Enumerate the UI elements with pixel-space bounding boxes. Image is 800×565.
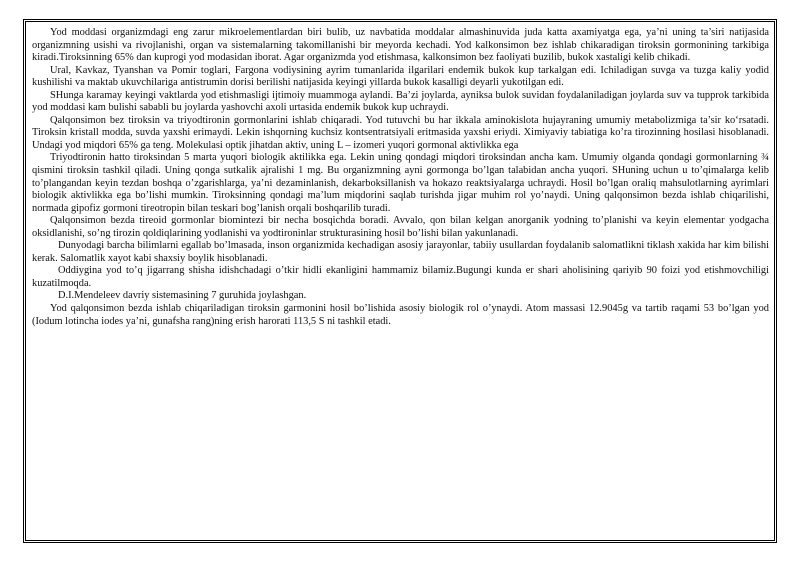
paragraph-iodine-bottle: Oddiygina yod to’q jigarrang shisha idishchadagi o’tkir hidli ekanligini hammamiz bilamiz.Bugungi kunda er shari aholisining qariyib 90 foizi yod etishmovchiligi kuzatilmoqda.: [32, 265, 769, 289]
paragraph-triiodothyronine: Triyodtironin hatto tiroksindan 5 marta yuqori biologik aktilikka ega. Lekin uning qondagi miqdori tiroksindan ancha kam. Umumiy olganda qondagi gormonlarning ¾ qismini tiroksin tashkil qiladi. Uning qonga sutkalik ajralishi 1 mg. Bu organizmning ayni gormonga bo’lgan talabidan ancha yuqori. SHuning uchun u to’qimalarga kelib to’plangandan keyin tezdan boshqa o’zgarishlarga, ya’ni dezaminlanish, dekarboksillanish va hokazo reaktsiyalarga uchraydi. Hosil bo’lgan oraliq mahsulotlarning ayrimlari biologik aktivlikka ega bo’lishi mumkin. Tiroksinning qondagi ma’lum miqdorini saqlab turishda jigar muhim rol yo’naydi. Uning qalqonsimon bezda ishlab chiqarilishi, normada gipofiz gormoni tireotropin bilan teskari bog’lanish orqali boshqarilib turadi.: [32, 152, 769, 214]
paragraph-health-knowledge: Dunyodagi barcha bilimlarni egallab bo’lmasada, inson organizmida kechadigan asosiy jarayonlar, tabiiy usullardan foydalanib salomatlikni tiklash xakida har kim bilishi kerak. Salomatlik xayot kabi shaxsiy boylik hisoblanadi.: [32, 240, 769, 264]
paragraph-atomic-properties: Yod qalqonsimon bezda ishlab chiqariladigan tiroksin garmonini hosil bo’lishida asosiy biologik rol o’ynaydi. Atom massasi 12.9045g va tartib raqami 53 bo’lgan yod (Iodum lotincha iodes ya’ni, gunafsha rang)ning erish harorati 113,5 S ni tashkil etadi.: [32, 303, 769, 327]
paragraph-endemic-regions: Ural, Kavkaz, Tyanshan va Pomir toglari, Fargona vodiysining ayrim tumanlarida ilgarilari endemik bukok kup tarkalgan edi. Ichiladigan suvga va tuzga kaliy yodid kushilishi va maktab ukuvchilariga antistrumin dorisi berilishi natijasida keyingi yillarda bukok kasalligi deyarli yukotilgan edi.: [32, 64, 769, 89]
paragraph-iodine-deficiency: SHunga karamay keyingi vaktlarda yod etishmasligi ijtimoiy muammoga aylandi. Ba’zi joylarda, ayniksa bulok suvidan foydalaniladigan joylarda suv va tupprok tarkibida yod moddasi kam bulishi sababli bu joylarda yashovchi axoli urtasida endemik bukok kup uchraydi.: [32, 89, 769, 114]
document-body: [32, 27, 769, 328]
paragraph-iodine-intro: Yod moddasi organizmdagi eng zarur mikroelementlardan biri bulib, uz navbatida moddalar almashinuvida juda katta axamiyatga ega, ya’ni uning ta’siri natijasida organizmning usishi va rivojlanishi, organ va sistemalarning takomillanishi bir meyorda kechadi. Yod kalkonsimon bez ishlab chikaradigan tiroksin gormonining tarkibiga kiradi.Tiroksinning 65% dan kuprogi yod modasidan iborat. Agar organizmda yod etishmasa, kalkonsimon bez faoliyati buzilib, bukok xastaligi kelib chikadi.: [32, 27, 769, 64]
paragraph-biosynthesis: Qalqonsimon bezda tireoid gormonlar biomintezi bir necha bosqichda boradi. Avvalo, qon bilan kelgan anorganik yodning to’planishi va keyin elementar yodgacha oksidlanishi, so’ng tirozin qoldiqlarining yodlanishi va yodtironinlar strukturasining hosil bo’lishi bilan yakunlanadi.: [32, 215, 769, 239]
paragraph-periodic-table: D.I.Mendeleev davriy sistemasining 7 guruhida joylashgan.: [58, 290, 307, 302]
paragraph-thyroid-hormones: Qalqonsimon bez tiroksin va triyodtironin gormonlarini ishlab chiqaradi. Yod tutuvchi bu har ikkala aminokislota hujayraning umumiy metabolizmiga ta’sir ko‘rsatadi. Tiroksin kristall modda, suvda yaxshi erimaydi. Lekin ishqorning kuchsiz kontsentratsiyali eritmasida yaxshi eriydi. Ximiyaviy tabiatiga ko’ra tirozinning hosilasi hisoblanadi. Undagi yod miqdori 65% ga teng. Molekulasi optik jihatdan aktiv, uning L – izomeri yuqori gormonal aktivlikka ega: [32, 114, 769, 151]
